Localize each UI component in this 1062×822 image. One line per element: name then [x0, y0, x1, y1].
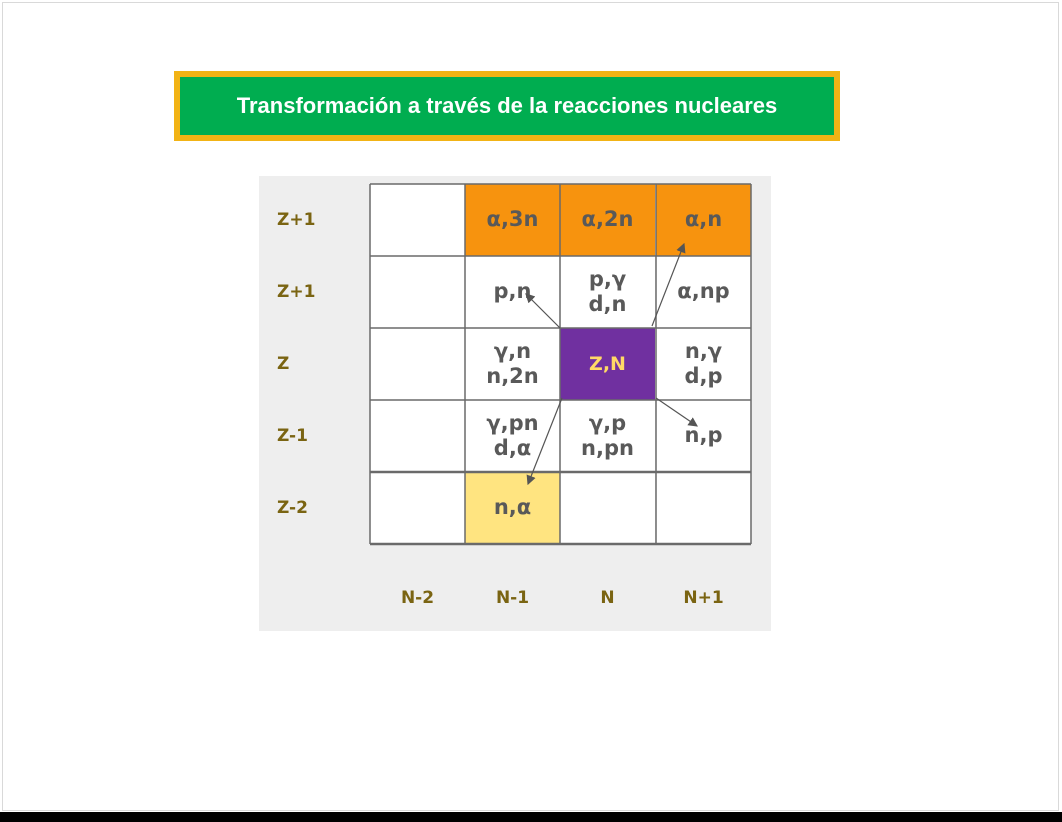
cell-gamma-p-n-pn	[560, 400, 655, 472]
row-label-z-plus-1: Z+1	[277, 282, 316, 302]
cell-text-line1: γ,pn	[486, 410, 539, 435]
cell-center-z-n	[560, 328, 655, 400]
row-label-z-minus-2: Z-2	[277, 498, 308, 518]
cell-r3-c0	[370, 400, 465, 472]
cell-text-line2: d,α	[493, 436, 532, 460]
cell-alpha-np	[656, 256, 751, 328]
cell-alpha-n	[656, 184, 751, 256]
cell-text: α,n	[684, 207, 723, 232]
cell-gamma-n-n-2n	[465, 328, 560, 400]
row-label-z-minus-1: Z-1	[277, 426, 308, 446]
cell-r4-c2	[560, 472, 655, 544]
cell-n-alpha	[465, 472, 560, 544]
cell-text: p,n	[493, 279, 532, 304]
cell-text: α,3n	[486, 207, 539, 232]
cell-p-gamma-d-n	[560, 256, 655, 328]
bottom-bar	[0, 812, 1062, 822]
cell-text-line1: p,γ	[588, 266, 627, 291]
cell-text-line2: d,n	[588, 292, 627, 316]
cell-n-p	[656, 400, 751, 472]
cell-text-line2: d,p	[684, 364, 723, 388]
cell-r0-c0	[370, 184, 465, 256]
cell-text-line1: γ,n	[493, 338, 532, 363]
cell-n-gamma-d-p	[656, 328, 751, 400]
row-label-z: Z	[277, 354, 290, 374]
cell-r4-c3	[656, 472, 751, 544]
cell-text-line1: γ,p	[588, 410, 627, 435]
cell-alpha-2n	[560, 184, 655, 256]
slide-title: Transformación a través de la reacciones nucleares	[180, 77, 834, 135]
cell-text: α,2n	[581, 207, 634, 232]
cell-r1-c0	[370, 256, 465, 328]
col-label-n-minus-1: N-1	[495, 588, 530, 608]
col-label-n-minus-2: N-2	[400, 588, 435, 608]
cell-text: α,np	[677, 279, 730, 304]
title-banner	[174, 71, 840, 141]
cell-alpha-3n	[465, 184, 560, 256]
row-label-z-plus-1-top: Z+1	[277, 210, 316, 230]
cell-text-line1: n,γ	[684, 338, 723, 363]
cell-r2-c0	[370, 328, 465, 400]
cell-text: n,α	[493, 495, 532, 520]
cell-r4-c0	[370, 472, 465, 544]
cell-text-line2: n,2n	[486, 364, 539, 388]
cell-text-line2: n,pn	[581, 436, 634, 460]
col-label-n: N	[600, 588, 615, 608]
cell-text: Z,N	[589, 352, 626, 375]
cell-gamma-pn-d-alpha	[465, 400, 560, 472]
cell-text: n,p	[684, 423, 723, 448]
col-label-n-plus-1: N+1	[683, 588, 724, 608]
cell-p-n	[465, 256, 560, 328]
